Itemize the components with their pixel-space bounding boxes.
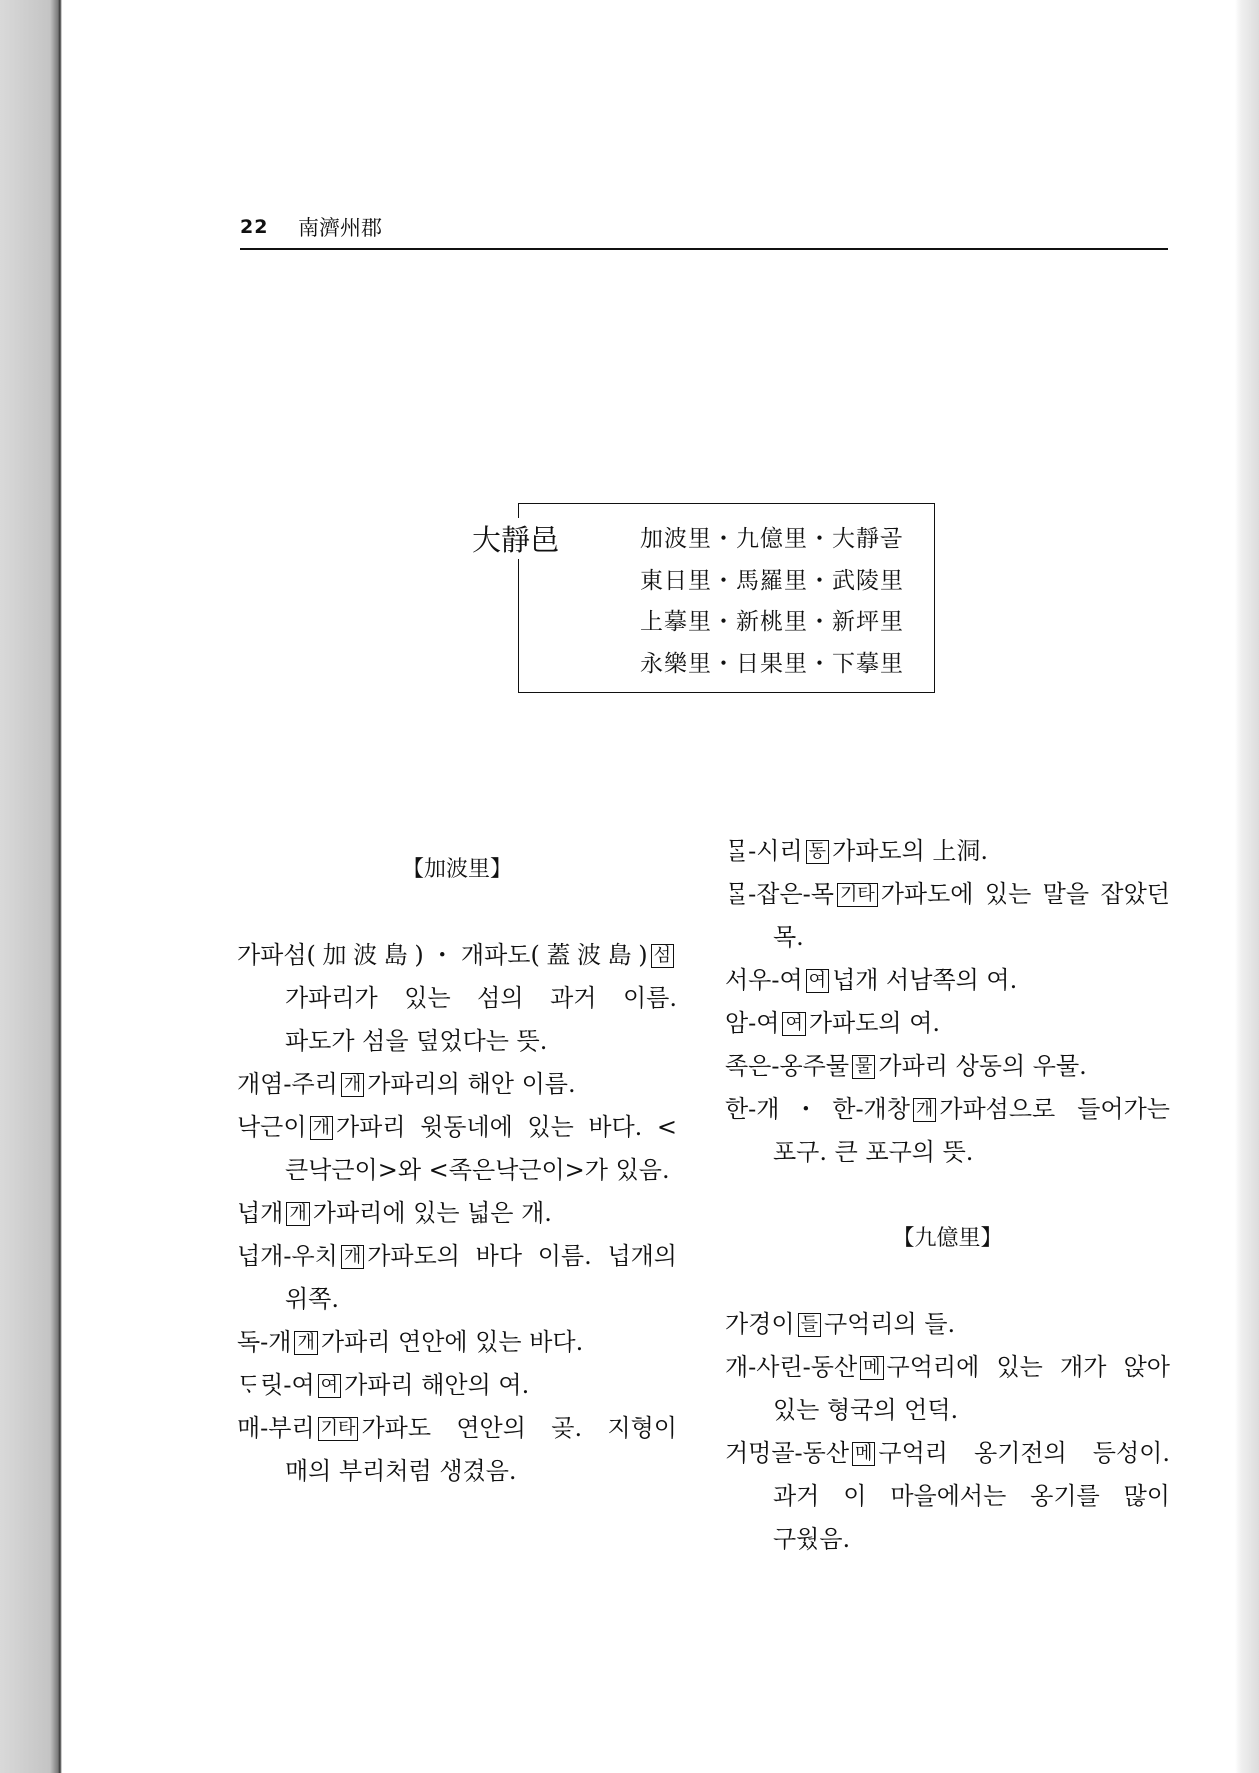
page-header [240, 212, 1168, 250]
village-line: 東日里・馬羅里・武陵里 [640, 568, 904, 594]
category-tag: 개 [310, 1116, 333, 1140]
glossary-entry [237, 1364, 677, 1407]
glossary-entry [237, 1192, 677, 1235]
section-title: 【加波里】 [401, 857, 512, 882]
village-line: 上摹里・新桃里・新坪里 [640, 609, 904, 635]
entry-name: ᄆᆞᆯ-시리 [725, 837, 803, 865]
entry-text: 구억리 옹기전의 등성이. 과거 이 마을에서는 옹기를 많이 구웠음. [773, 1439, 1170, 1553]
entry-name: ᄃᆞ릿-여 [237, 1371, 315, 1399]
entry-name: 독-개 [237, 1328, 292, 1356]
entry-text: 가파리 연안에 있는 바다. [320, 1328, 584, 1356]
category-tag: 동 [806, 840, 829, 864]
township-name: 大靜邑 [472, 518, 561, 559]
category-tag: 개 [294, 1331, 317, 1355]
entry-name: 낙근이 [237, 1113, 307, 1141]
entry-name: 넙개-우치 [237, 1242, 338, 1270]
entry-name: 거멍골-동산 [725, 1439, 850, 1467]
category-tag: 기타 [837, 883, 878, 907]
category-tag: 기타 [318, 1417, 359, 1441]
entry-text: 구억리에 있는 개가 앉아 있는 형국의 언덕. [773, 1353, 1170, 1424]
entry-text: 가파리가 있는 섬의 과거 이름. 파도가 섬을 덮었다는 뜻. [285, 984, 677, 1055]
running-title: 南濟州郡 [298, 216, 382, 240]
category-tag: 개 [913, 1098, 936, 1122]
category-tag: 들 [798, 1313, 821, 1337]
category-tag: 섬 [651, 944, 674, 968]
page-binding-edge [0, 0, 62, 1773]
entry-name: 한-개・한-개창 [725, 1095, 910, 1123]
entry-name: 개염-주리 [237, 1070, 338, 1098]
category-tag: 여 [782, 1012, 805, 1036]
entry-name: 매-부리 [237, 1414, 315, 1442]
entry-text: 가파리의 해안 이름. [367, 1070, 576, 1098]
entry-name: 가파섬(加波島)・개파도(蓋波島) [237, 941, 648, 969]
entry-name: 서우-여 [725, 966, 803, 994]
entry-text: 가파섬으로 들어가는 포구. 큰 포구의 뜻. [773, 1095, 1170, 1166]
glossary-entry [237, 1106, 677, 1192]
glossary-entry [237, 1235, 677, 1321]
left-column [237, 848, 677, 1493]
entry-text: 넙개 서남쪽의 여. [832, 966, 1018, 994]
entry-name: 넙개 [237, 1199, 284, 1227]
entry-text: 가파리 해안의 여. [344, 1371, 530, 1399]
category-tag: 개 [286, 1202, 309, 1226]
entry-text: 가파도의 上洞. [832, 837, 989, 865]
page-right-edge [1235, 0, 1259, 1773]
entry-text: 가파도 연안의 곶. 지형이 매의 부리처럼 생겼음. [285, 1414, 677, 1485]
glossary-entry [237, 1063, 677, 1106]
entry-text: 가파리 상동의 우물. [878, 1052, 1087, 1080]
glossary-entry [725, 1303, 1170, 1346]
glossary-entry [725, 1346, 1170, 1432]
entry-name: 개-사린-동산 [725, 1353, 858, 1381]
entry-text: 가파도의 바다 이름. 넙개의 위쪽. [285, 1242, 677, 1313]
glossary-entry [725, 1045, 1170, 1088]
entry-text: 가파리 윗동네에 있는 바다. <큰낙근이>와 <족은낙근이>가 있음. [285, 1113, 677, 1184]
category-tag: 메 [852, 1442, 875, 1466]
entry-name: 족은-옹주물 [725, 1052, 850, 1080]
village-line: 永樂里・日果里・下摹里 [640, 651, 904, 677]
entry-text: 가파리에 있는 넓은 개. [312, 1199, 552, 1227]
glossary-entry [725, 959, 1170, 1002]
glossary-entry [725, 873, 1170, 959]
category-tag: 개 [341, 1073, 364, 1097]
category-tag: 여 [806, 969, 829, 993]
village-line: 加波里・九億里・大靜골 [640, 526, 904, 552]
page-number: 22 [240, 216, 269, 238]
category-tag: 물 [852, 1055, 875, 1079]
glossary-entry [237, 1407, 677, 1493]
entry-text: 구억리의 들. [823, 1310, 956, 1338]
glossary-entry [237, 1321, 677, 1364]
glossary-entry [237, 934, 677, 1063]
entry-name: ᄆᆞᆯ-잡은-목 [725, 880, 834, 908]
right-column [725, 830, 1170, 1561]
category-tag: 여 [318, 1374, 341, 1398]
entry-name: 암-여 [725, 1009, 780, 1037]
entry-name: 가경이 [725, 1310, 795, 1338]
glossary-entry [725, 830, 1170, 873]
section-title: 【九億里】 [892, 1226, 1003, 1251]
glossary-entry [725, 1088, 1170, 1174]
entry-text: 가파도에 있는 말을 잡았던 목. [773, 880, 1170, 951]
entry-text: 가파도의 여. [808, 1009, 941, 1037]
glossary-entry [725, 1432, 1170, 1561]
section-spacer [725, 1174, 1170, 1217]
category-tag: 개 [341, 1245, 364, 1269]
glossary-entry [725, 1002, 1170, 1045]
category-tag: 메 [860, 1356, 883, 1380]
